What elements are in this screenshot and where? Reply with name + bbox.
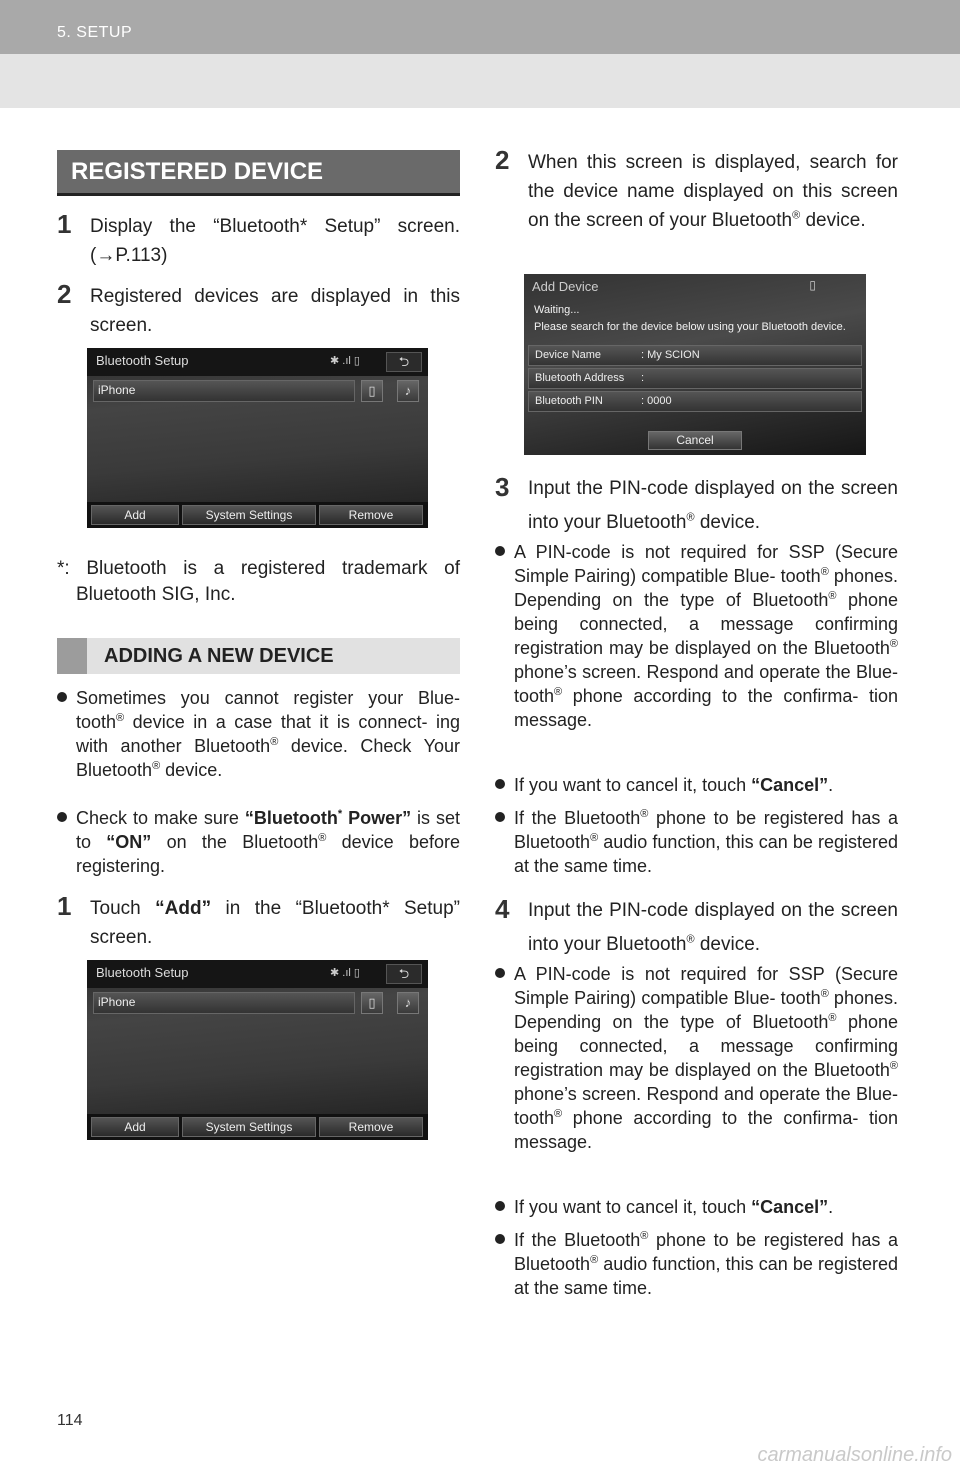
phone-icon: ▯	[809, 278, 816, 292]
heading-block	[57, 638, 87, 674]
status-icons: ✱ .ıl ▯	[330, 967, 360, 979]
bullet-pin-note-2	[495, 962, 898, 1154]
step-number: 1	[57, 891, 72, 921]
device-name-label: Device Name	[535, 349, 602, 361]
bullet-cancel-note-2	[495, 1195, 898, 1219]
bullet-dot	[495, 1234, 505, 1244]
step-text: Input the PIN-code displayed on the screen into your Bluetooth® device.	[528, 478, 898, 533]
device-name: iPhone	[98, 995, 136, 1009]
bluetooth-pin-row	[528, 391, 862, 412]
step-text: Display the “Bluetooth* Setup” screen. (→P.113)	[90, 216, 460, 266]
remove-button[interactable]: Remove	[319, 505, 423, 525]
registered-device-heading-text: REGISTERED DEVICE	[71, 158, 324, 185]
bluetooth-setup-screenshot	[87, 348, 428, 528]
bullet-text: If the Bluetooth® phone to be registered has a Bluetooth® audio function, this can be registered at the same time.	[514, 1230, 898, 1298]
step-number: 3	[495, 472, 510, 502]
phone-icon[interactable]: ▯	[361, 380, 383, 402]
bullet-text: If you want to cancel it, touch “Cancel”.	[514, 1197, 834, 1217]
bluetooth-pin-value: : 0000	[641, 395, 672, 407]
bullet-dot	[495, 546, 505, 556]
page-number: 114	[57, 1412, 83, 1429]
bullet-pin-note	[495, 540, 898, 732]
waiting-text: Waiting...	[534, 304, 580, 316]
bullet-dot	[57, 692, 67, 702]
adding-device-heading	[57, 638, 460, 674]
bullet-text: If you want to cancel it, touch “Cancel”.	[514, 775, 834, 795]
bluetooth-setup-screenshot-2	[87, 960, 428, 1140]
status-icons: ✱ .ıl ▯	[330, 355, 360, 367]
bullet-text: A PIN-code is not required for SSP (Secure Simple Pairing) compatible Blue- tooth® phones. Depending on the type of Bluetooth® phone being connected, a message confirming registration may be displayed on the Bluetooth® phone’s screen. Respond and operate the Blue- tooth® phone according to the confirma- tion message.	[514, 542, 899, 730]
bullet-text: Sometimes you cannot register your Blue- tooth® device in a case that it is connect- ing with another Bluetooth® device. Check Your Bluetooth® device.	[76, 688, 460, 780]
watermark: carmanualsonline.info	[757, 1444, 952, 1466]
step-number: 4	[495, 894, 510, 924]
device-name-value: : My SCION	[641, 349, 700, 361]
bullet-connection-note	[57, 686, 460, 782]
step-text: Touch “Add” in the “Bluetooth* Setup” screen.	[90, 898, 460, 948]
device-name-row	[528, 345, 862, 366]
step-text: Input the PIN-code displayed on the screen into your Bluetooth® device.	[528, 900, 898, 955]
add-button[interactable]: Add	[91, 1117, 179, 1137]
bullet-audio-note	[495, 806, 898, 878]
adding-step-4	[495, 894, 898, 962]
bluetooth-address-label: Bluetooth Address	[535, 372, 625, 384]
music-icon[interactable]: ♪	[397, 992, 419, 1014]
registered-step-2	[57, 279, 460, 340]
system-settings-button[interactable]: System Settings	[182, 1117, 316, 1137]
phone-icon[interactable]: ▯	[361, 992, 383, 1014]
back-button[interactable]: ⮌	[386, 352, 422, 372]
bullet-text: Check to make sure “Bluetooth* Power” is set to “ON” on the Bluetooth® device before registering.	[76, 808, 460, 876]
bullet-dot	[495, 968, 505, 978]
bluetooth-address-row	[528, 368, 862, 389]
registered-step-1	[57, 209, 460, 270]
bullet-text: If the Bluetooth® phone to be registered has a Bluetooth® audio function, this can be registered at the same time.	[514, 808, 898, 876]
step-number: 1	[57, 209, 72, 239]
step-text: Registered devices are displayed in this screen.	[90, 286, 460, 336]
screen-title: Add Device	[532, 279, 599, 294]
bullet-cancel-note	[495, 773, 898, 797]
bullet-dot	[57, 812, 67, 822]
header-strip	[0, 0, 960, 54]
device-row-iphone[interactable]	[93, 380, 355, 402]
adding-device-heading-text: ADDING A NEW DEVICE	[104, 645, 334, 667]
music-icon[interactable]: ♪	[397, 380, 419, 402]
bullet-dot	[495, 779, 505, 789]
step-number: 2	[495, 145, 510, 175]
registered-device-heading	[57, 150, 460, 196]
back-button[interactable]: ⮌	[386, 964, 422, 984]
screen-title: Bluetooth Setup	[96, 353, 189, 368]
device-row-iphone[interactable]	[93, 992, 355, 1014]
step-text: When this screen is displayed, search for the device name displayed on this screen on the screen of your Bluetooth® device.	[528, 152, 898, 231]
trademark-footnote: *: Bluetooth is a registered trademark of Bluetooth SIG, Inc.	[57, 558, 460, 605]
section-label: 5. SETUP	[57, 24, 133, 41]
step-number: 2	[57, 279, 72, 309]
bullet-audio-note-2	[495, 1228, 898, 1300]
screen-title: Bluetooth Setup	[96, 965, 189, 980]
cancel-button[interactable]: Cancel	[648, 431, 742, 450]
bullet-text: A PIN-code is not required for SSP (Secure Simple Pairing) compatible Blue- tooth® phones. Depending on the type of Bluetooth® phone being connected, a message confirming registration may be displayed on the Bluetooth® phone’s screen. Respond and operate the Blue- tooth® phone according to the confirma- tion message.	[514, 964, 899, 1152]
instruction-text: Please search for the device below using your Bluetooth device.	[534, 321, 846, 333]
add-device-screenshot	[524, 274, 866, 455]
bullet-dot	[495, 1201, 505, 1211]
bullet-dot	[495, 812, 505, 822]
bluetooth-address-value: :	[641, 372, 645, 384]
bullet-power-on-note	[57, 806, 460, 878]
device-name: iPhone	[98, 383, 136, 397]
adding-step-3	[495, 472, 898, 540]
bluetooth-pin-label: Bluetooth PIN	[535, 395, 603, 407]
adding-step-2	[495, 145, 898, 235]
adding-step-1	[57, 891, 460, 952]
system-settings-button[interactable]: System Settings	[182, 505, 316, 525]
remove-button[interactable]: Remove	[319, 1117, 423, 1137]
add-button[interactable]: Add	[91, 505, 179, 525]
